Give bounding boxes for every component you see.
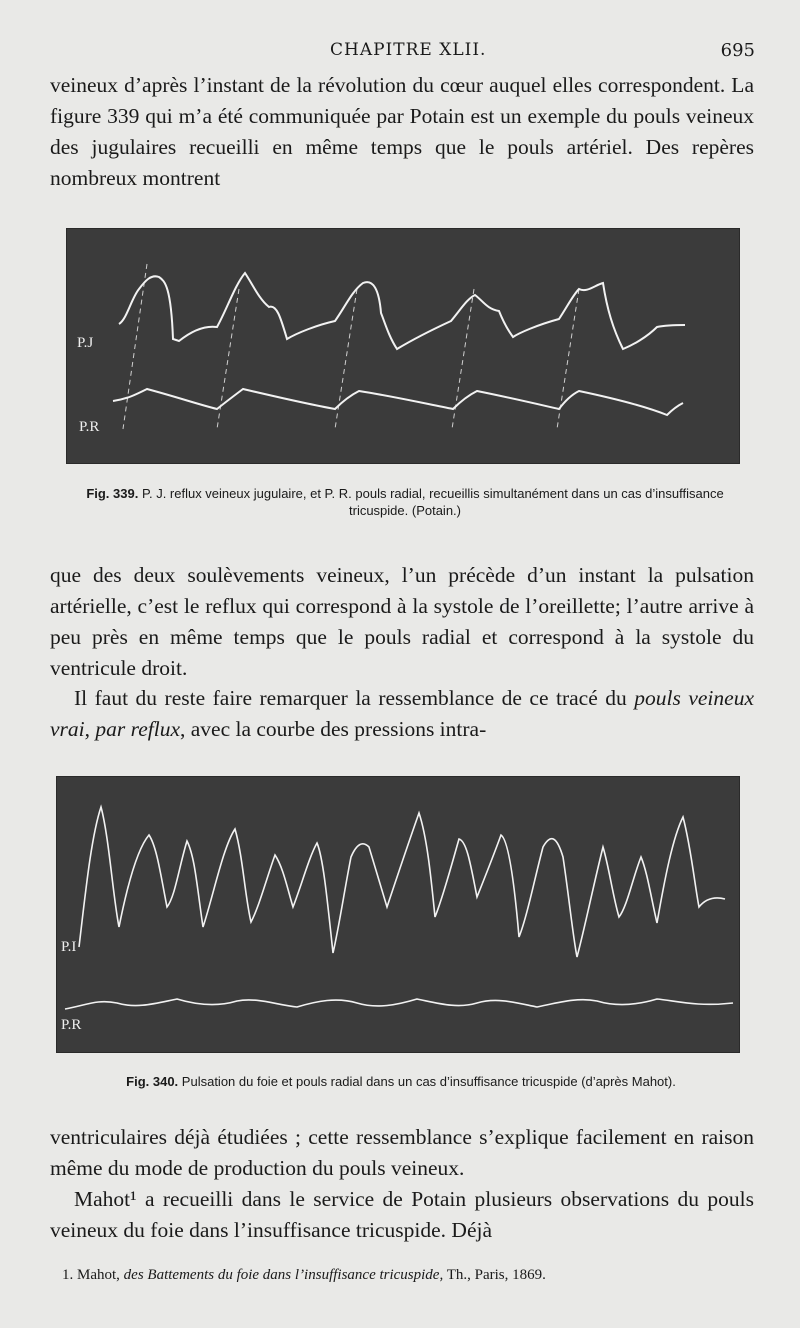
- footnote-author: Mahot,: [77, 1267, 120, 1283]
- figure-339-tracing: [67, 229, 739, 463]
- hepatic-pulse-trace: [79, 807, 725, 957]
- figure-339-plate: [66, 228, 740, 464]
- paragraph-2: que des deux soulèvements veineux, l’un précède d’un instant la pulsation artérielle, c’est le reflux qui correspond à la systole de l’oreillette; l’autre arrive à peu près en même temps que le pouls radial et correspond à la systole du ventricule droit.: [50, 563, 754, 680]
- pi-label: P.I: [61, 939, 77, 955]
- paragraph-5: Mahot¹ a recueilli dans le service de Potain plusieurs observations du pouls veineux du foie dans l’insuffisance tricuspide. Déjà: [50, 1187, 754, 1242]
- figure-339-caption: [60, 485, 750, 519]
- pr-label-2: P.R: [61, 1017, 82, 1033]
- figure-340-plate: [56, 776, 740, 1053]
- time-markers: [123, 264, 579, 429]
- caption-text-340: Pulsation du foie et pouls radial dans un cas d’insuffisance tricuspide (d’après Mahot).: [181, 1074, 676, 1089]
- figure-340-tracing: [57, 777, 739, 1052]
- footnote-rest: Th., Paris, 1869.: [446, 1267, 546, 1283]
- caption-lead-340: Fig. 340.: [126, 1074, 179, 1089]
- page-header: [50, 40, 755, 70]
- page-number: 695: [720, 40, 755, 61]
- radial-pulse-trace: [113, 389, 683, 415]
- venous-jugular-trace: [119, 273, 685, 349]
- footnote: [62, 1267, 752, 1284]
- paragraph-1: veineux d’après l’instant de la révolution du cœur auquel elles correspondent. La figure 339 qui m’a été communiquée par Potain est un exemple du pouls veineux des jugulaires recueilli en même temps que le pouls artériel. Des repères nombreux montrent: [50, 73, 754, 190]
- radial-pulse-trace-2: [65, 999, 733, 1009]
- footnote-number: 1.: [62, 1267, 74, 1283]
- p3-italic-1: pouls veineux vrai: [50, 686, 754, 741]
- caption-text: P. J. reflux veineux jugulaire, et P. R. pouls radial, recueillis simultanément dans un cas d’insuffisance tricuspide. (Potain.): [141, 486, 724, 518]
- pj-label: P.J: [77, 335, 94, 351]
- p3-text-a: Il faut du reste faire remarquer la ressemblance de ce tracé du: [74, 686, 635, 710]
- p3-text-c: , avec la courbe des pressions intra-: [179, 717, 487, 741]
- pr-label: P.R: [79, 419, 100, 435]
- figure-340-caption: [56, 1073, 746, 1090]
- paragraph-4: ventriculaires déjà étudiées ; cette ressemblance s’explique facilement en raison même du mode de production du pouls veineux.: [50, 1125, 754, 1180]
- p3-italic-2: par reflux: [95, 717, 180, 741]
- caption-lead: Fig. 339.: [86, 486, 139, 501]
- footnote-title: des Battements du foie dans l’insuffisance tricuspide,: [123, 1267, 444, 1283]
- p3-text-b: ,: [84, 717, 96, 741]
- paragraph-3: [50, 683, 754, 745]
- running-title: CHAPITRE XLII.: [330, 40, 487, 60]
